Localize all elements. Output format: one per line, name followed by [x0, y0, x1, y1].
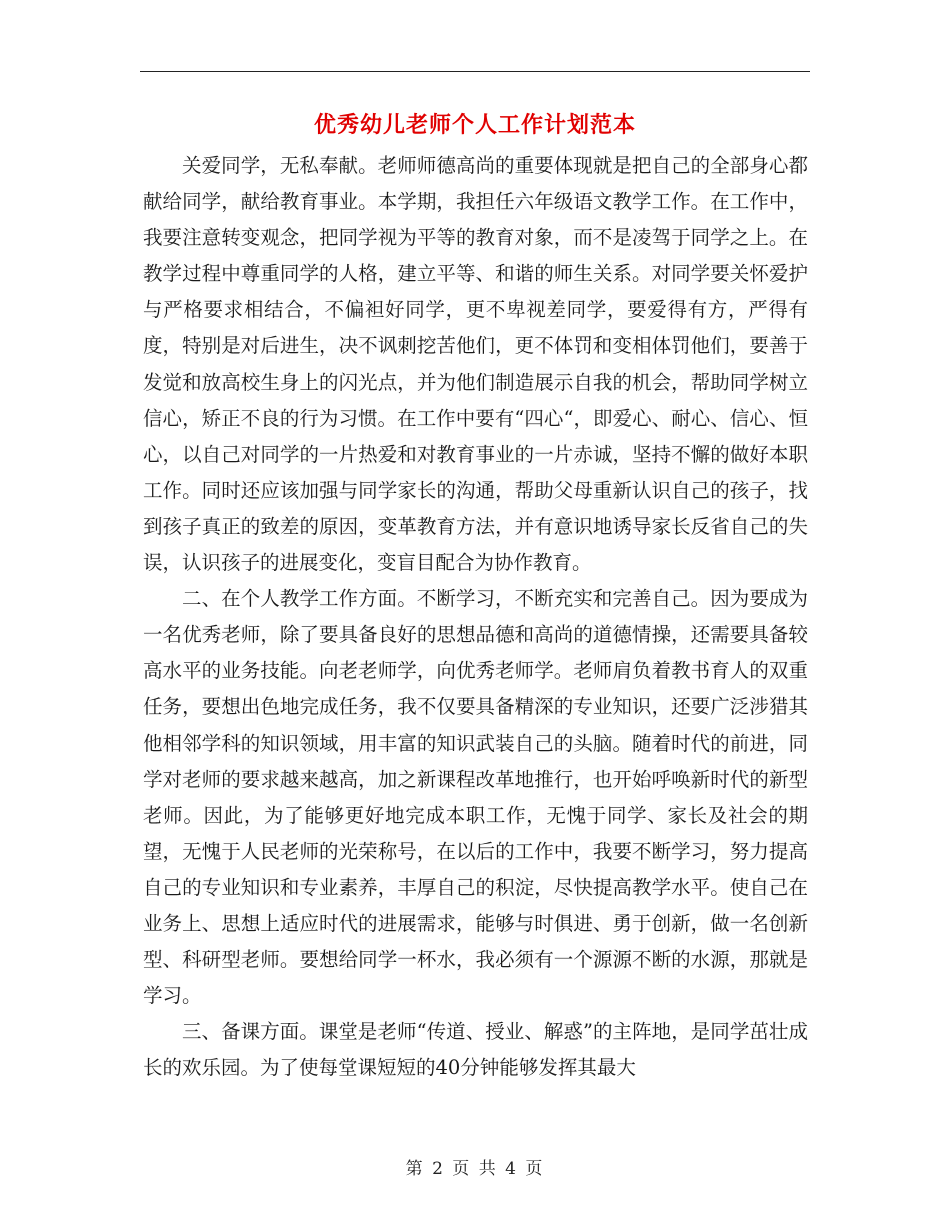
header-rule [140, 71, 810, 72]
body-paragraph-2: 二、在个人教学工作方面。不断学习，不断充实和完善自己。因为要成为一名优秀老师，除了要具备良好的思想品德和高尚的道德情操，还需要具备较高水平的业务技能。向老老师学，向优秀老师学。老师肩负着教书育人的双重任务，要想出色地完成任务，我不仅要具备精深的专业知识，还要广泛涉猎其他相邻学科的知识领域，用丰富的知识武装自己的头脑。随着时代的前进，同学对老师的要求越来越高，加之新课程改革地推行，也开始呼唤新时代的新型老师。因此，为了能够更好地完成本职工作，无愧于同学、家长及社会的期望，无愧于人民老师的光荣称号，在以后的工作中，我要不断学习，努力提高自己的专业知识和专业素养，丰厚自己的积淀，尽快提高教学水平。使自己在业务上、思想上适应时代的进展需求，能够与时俱进、勇于创新，做一名创新型、科研型老师。要想给同学一杯水，我必须有一个源源不断的水源，那就是学习。 [143, 587, 808, 1008]
document-body [143, 148, 808, 1086]
body-paragraph-1: 关爱同学，无私奉献。老师师德高尚的重要体现就是把自己的全部身心都献给同学，献给教育事业。本学期，我担任六年级语文教学工作。在工作中，我要注意转变观念，把同学视为平等的教育对象，而不是凌驾于同学之上。在教学过程中尊重同学的人格，建立平等、和谐的师生关系。对同学要关怀爱护与严格要求相结合，不偏袒好同学，更不卑视差同学，要爱得有方，严得有度，特别是对后进生，决不讽刺挖苦他们，更不体罚和变相体罚他们，要善于发觉和放高校生身上的闪光点，并为他们制造展示自我的机会，帮助同学树立信心，矫正不良的行为习惯。在工作中要有“四心“，即爱心、耐心、信心、恒心，以自己对同学的一片热爱和对教育事业的一片赤诚，坚持不懈的做好本职工作。同时还应该加强与同学家长的沟通，帮助父母重新认识自己的孩子，找到孩子真正的致差的原因，变革教育方法，并有意识地诱导家长反省自己的失误，认识孩子的进展变化，变盲目配合为协作教育。 [143, 154, 808, 575]
document-title: 优秀幼儿老师个人工作计划范本 [313, 112, 636, 138]
page-number-footer: 第 2 页 共 4 页 [405, 1159, 545, 1179]
body-paragraph-3: 三、备课方面。课堂是老师“传道、授业、解惑”的主阵地，是同学茁壮成长的欢乐园。为了使每堂课短短的40分钟能够发挥其最大 [143, 1020, 808, 1080]
